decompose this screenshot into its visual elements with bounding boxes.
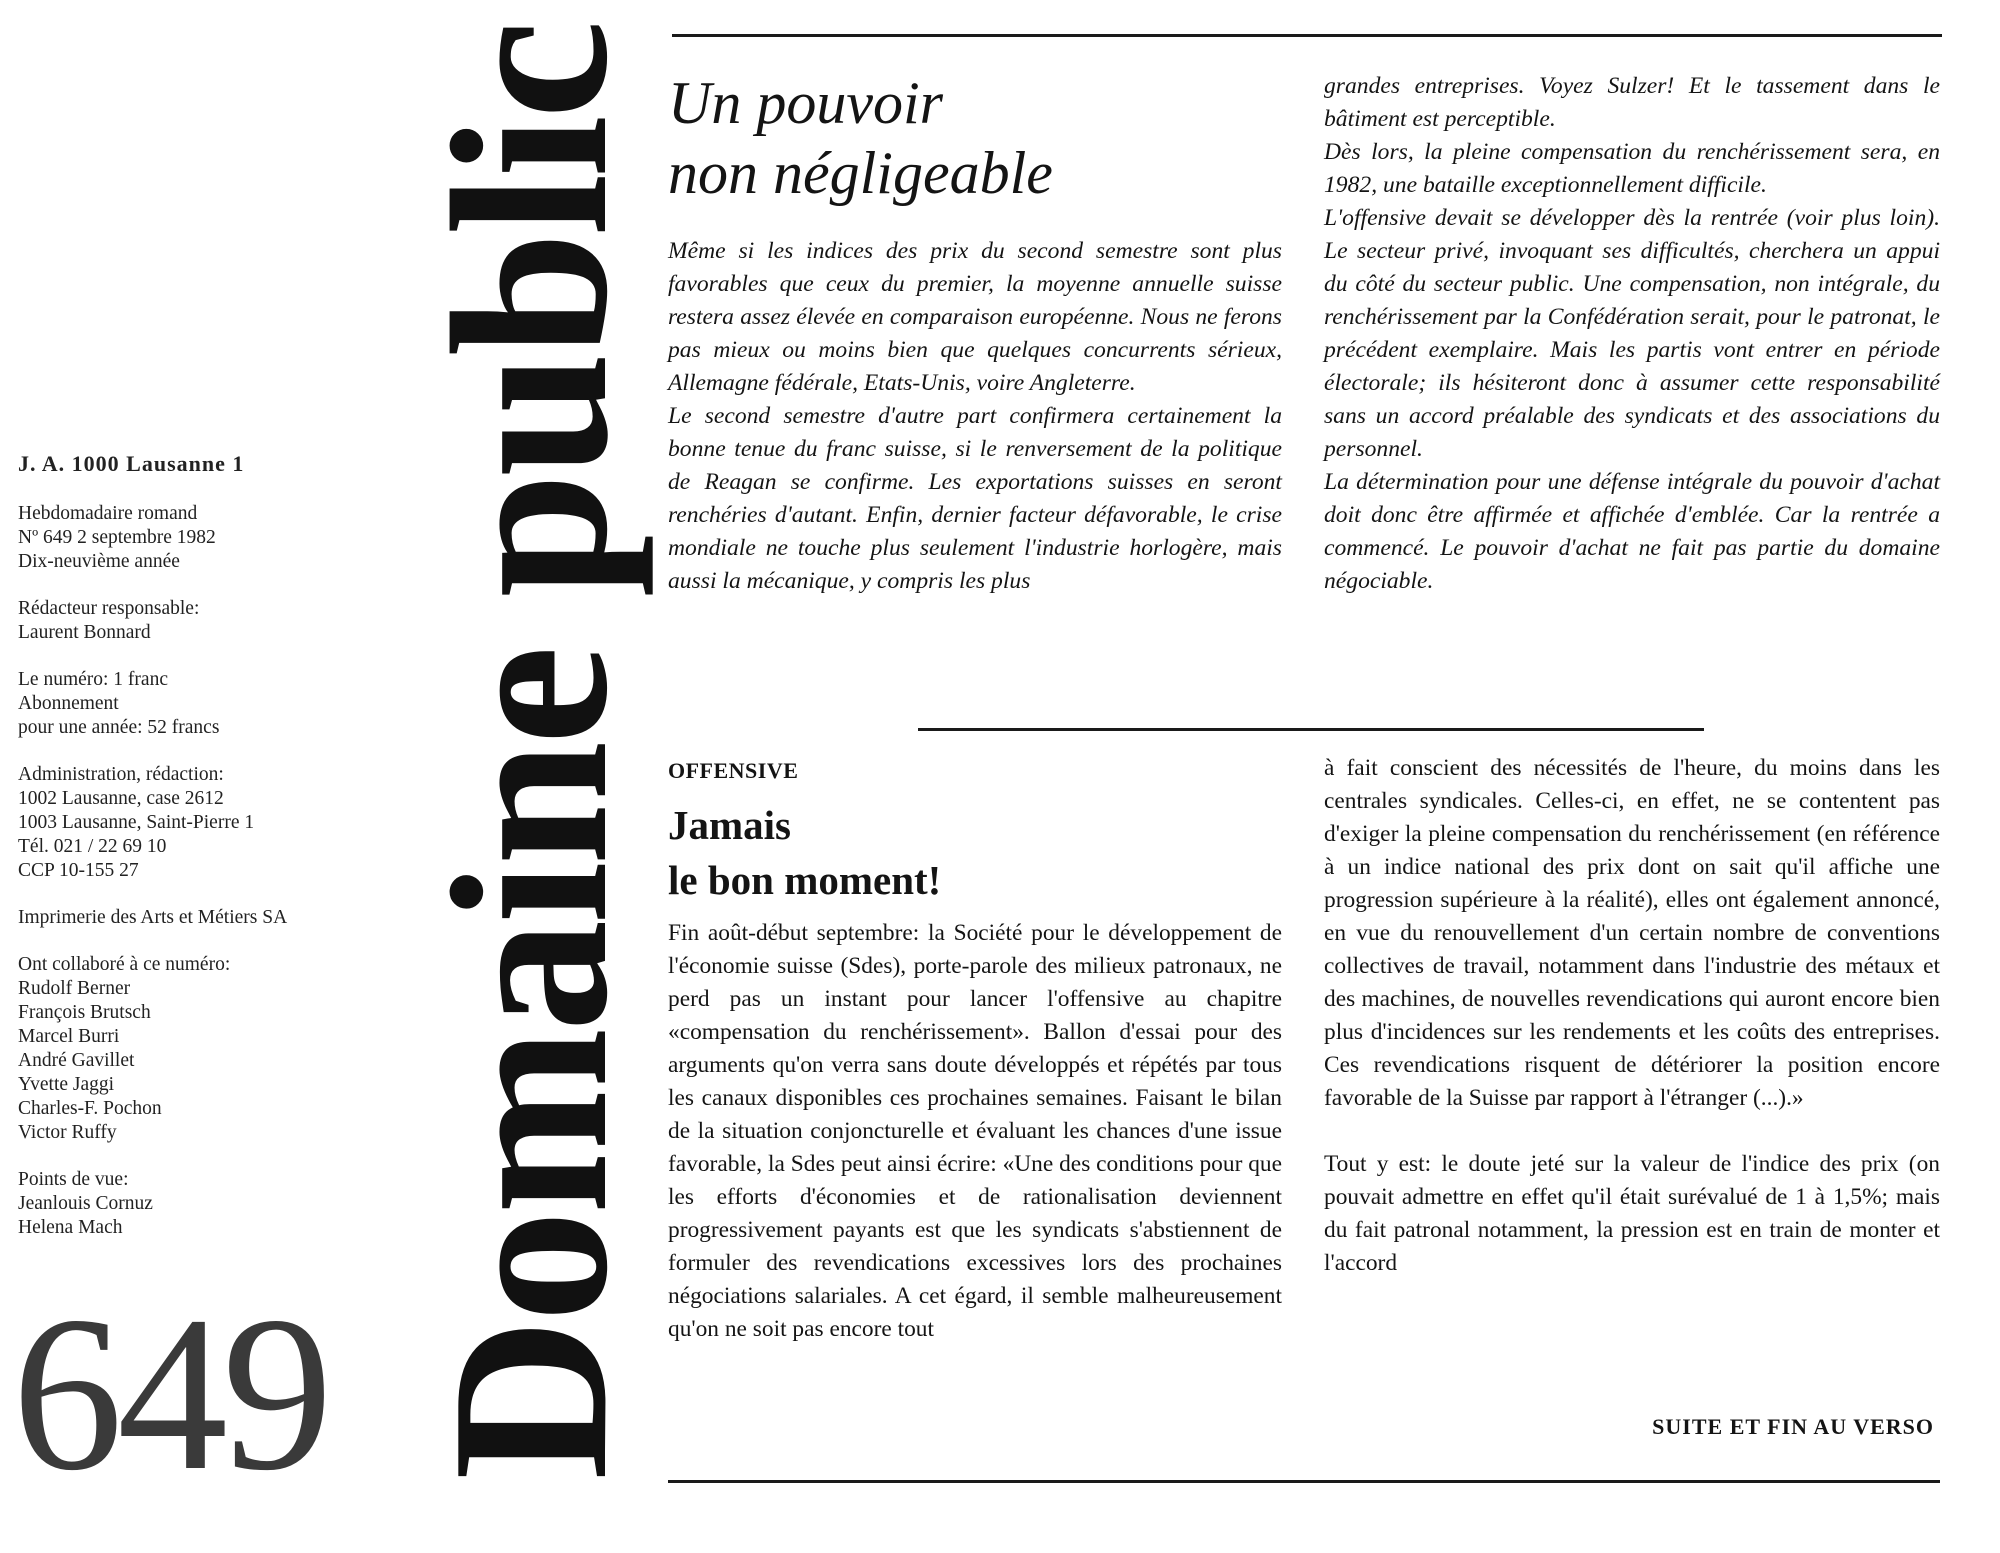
editorial-paragraph: Même si les indices des prix du second semestre sont plus favorables que ceux du premier, la moyenne annuelle suisse restera assez élevée en comparaison européenne. Nous ne ferons pas mieux ou moins bien que quelques concurrents sérieux, Allemagne fédérale, Etats-Unis, voire Angleterre. — [668, 238, 1282, 396]
editorial-title-line: non négligeable — [668, 140, 1053, 206]
info-line: pour une année: 52 francs — [18, 717, 220, 738]
bottom-rule — [668, 1480, 1940, 1483]
article-title-line: le bon moment! — [668, 857, 942, 903]
middle-rule — [918, 728, 1704, 731]
editorial-paragraph: L'offensive devait se développer dès la rentrée (voir plus loin). Le secteur privé, invoquant ses difficultés, cherchera un appui du côté du secteur public. Une compensation, non intégrale, du renchérissement par la Confédération serait, pour le patronat, le précédent exemplaire. Mais les partis vont entrer en période électorale; ils hésiteront donc à assumer cette responsabilité sans un accord préalable des syndicats et des associations du personnel. — [1324, 205, 1940, 462]
info-line: Helena Mach — [18, 1217, 123, 1238]
info-line: Charles-F. Pochon — [18, 1098, 162, 1119]
info-line: Hebdomadaire romand — [18, 503, 198, 524]
postal-header: J. A. 1000 Lausanne 1 — [18, 451, 245, 476]
info-block — [18, 763, 378, 883]
editorial-paragraph: grandes entreprises. Voyez Sulzer! Et le tassement dans le bâtiment est perceptible. — [1324, 73, 1940, 132]
info-line: Marcel Burri — [18, 1026, 120, 1047]
editorial-title-line: Un pouvoir — [668, 70, 943, 136]
masthead: Domaine public — [406, 23, 654, 1480]
info-line: Abonnement — [18, 693, 119, 714]
info-line: Imprimerie des Arts et Métiers SA — [18, 907, 288, 928]
info-line: Points de vue: — [18, 1169, 129, 1190]
info-line: Nº 649 2 septembre 1982 — [18, 527, 216, 548]
info-line: CCP 10-155 27 — [18, 860, 139, 881]
info-line: Victor Ruffy — [18, 1122, 117, 1143]
editorial-column-1 — [668, 235, 1282, 598]
article-column-2 — [1324, 752, 1940, 1280]
continued-notice: SUITE ET FIN AU VERSO — [1652, 1414, 1934, 1439]
article-paragraph: à fait conscient des nécessités de l'heure, du moins dans les centrales syndicales. Celles-ci, en effet, ne se contentent pas d'exiger la pleine compensation du renchérissement (en référence à un indice national des prix dont on sait qu'il affiche une progression supérieure à la réalité), elles ont également annoncé, en vue du renouvellement d'un certain nombre de conventions collectives de travail, notamment dans l'industrie des métaux et des machines, de nouvelles revendications qui auront encore bien plus d'incidences sur les rendements et les coûts des entreprises. Ces revendications risquent de détériorer la position encore favorable de la Suisse par rapport à l'étranger (...).» — [1324, 755, 1940, 1111]
editorial-paragraph: La détermination pour une défense intégrale du pouvoir d'achat doit donc être affirmée et affichée d'emblée. Car la rentrée a commencé. Le pouvoir d'achat ne fait pas partie du domaine négociable. — [1324, 469, 1940, 594]
publication-info — [18, 452, 378, 1263]
info-line: Administration, rédaction: — [18, 764, 224, 785]
editorial-column-2 — [1324, 70, 1940, 598]
info-line: 1002 Lausanne, case 2612 — [18, 788, 224, 809]
info-block — [18, 668, 378, 740]
editorial-paragraph: Dès lors, la pleine compensation du renchérissement sera, en 1982, une bataille exceptionnellement difficile. — [1324, 139, 1940, 198]
info-block — [18, 906, 378, 930]
editorial-paragraph: Le second semestre d'autre part confirmera certainement la bonne tenue du franc suisse, si le renversement de la politique de Reagan se confirme. Les exportations suisses en seront renchéries d'autant. Enfin, dernier facteur défavorable, le crise mondiale ne touche plus seulement l'industrie horlogère, mais aussi la mécanique, y compris les plus — [668, 403, 1282, 594]
info-line: Jeanlouis Cornuz — [18, 1193, 153, 1214]
info-line: André Gavillet — [18, 1050, 135, 1071]
info-line: 1003 Lausanne, Saint-Pierre 1 — [18, 812, 255, 833]
info-line: Dix-neuvième année — [18, 551, 180, 572]
info-line: François Brutsch — [18, 1002, 151, 1023]
article-title-line: Jamais — [668, 802, 791, 848]
article-paragraph: Fin août-début septembre: la Société pour le développement de l'économie suisse (Sdes), porte-parole des milieux patronaux, ne perd pas un instant pour lancer l'offensive au chapitre «compensation du renchérissement». Ballon d'essai pour des arguments qu'on verra sans doute développés et répétés par tous les canaux disponibles ces prochaines semaines. Faisant le bilan de la situation conjoncturelle et évaluant les chances d'une issue favorable, la Sdes peut ainsi écrire: «Une des conditions pour que les efforts d'économies et de rationalisation deviennent progressivement payants est que les syndicats s'abstiennent de formuler des revendications excessives lors des prochaines négociations salariales. A cet égard, il semble malheureusement qu'on ne soit pas encore tout — [668, 920, 1282, 1342]
info-block — [18, 597, 378, 645]
info-line: Yvette Jaggi — [18, 1074, 115, 1095]
info-line: Laurent Bonnard — [18, 622, 151, 643]
editorial-title — [668, 68, 1308, 208]
info-blocks — [18, 502, 378, 1240]
section-kicker: OFFENSIVE — [668, 758, 799, 783]
info-block — [18, 502, 378, 574]
info-block — [18, 953, 378, 1145]
article-column-1 — [668, 917, 1282, 1346]
info-line: Ont collaboré à ce numéro: — [18, 954, 231, 975]
issue-number: 649 — [12, 1271, 327, 1517]
info-line: Rédacteur responsable: — [18, 598, 200, 619]
info-line: Rudolf Berner — [18, 978, 131, 999]
info-line: Le numéro: 1 franc — [18, 669, 168, 690]
article-paragraph: Tout y est: le doute jeté sur la valeur de l'indice des prix (on pouvait admettre en effet qu'il était surévalué de 1 à 1,5%; mais du fait patronal notamment, la pression est en train de monter et l'accord — [1324, 1151, 1940, 1276]
top-rule — [672, 34, 1942, 37]
info-block — [18, 1168, 378, 1240]
info-line: Tél. 021 / 22 69 10 — [18, 836, 167, 857]
article-title — [668, 798, 941, 908]
